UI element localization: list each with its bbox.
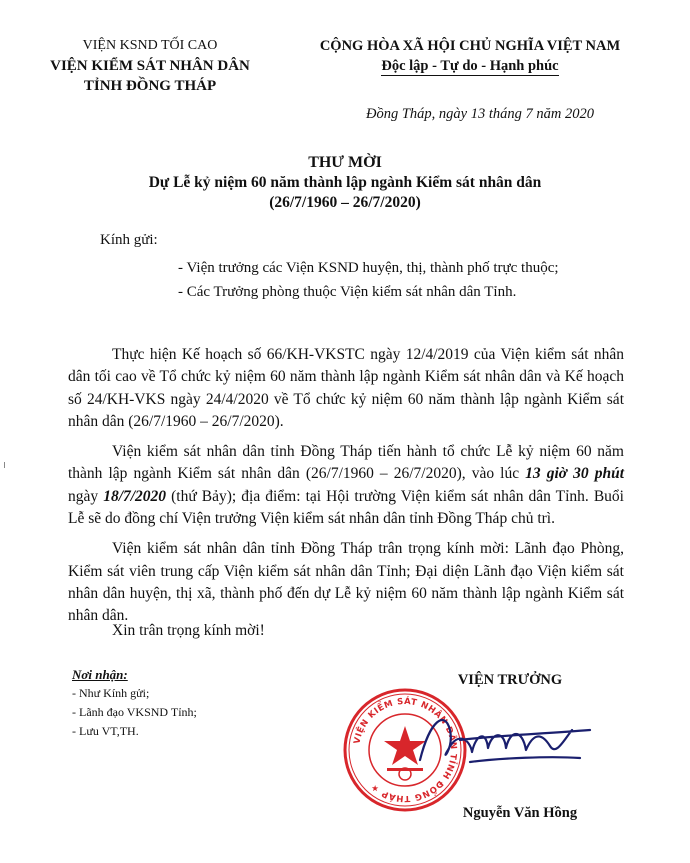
distribution-label: Nơi nhận: [72, 667, 128, 682]
scan-margin-mark [4, 462, 9, 468]
p2-part-c: (thứ Bảy); địa điểm: tại Hội trường Viện kiểm sát nhân dân Tỉnh. Buổi Lễ sẽ do đồng chí Viện trưởng Viện kiểm sát nhân dân tỉnh Đồng Tháp chủ trì. [68, 487, 624, 528]
national-motto-text: Độc lập - Tự do - Hạnh phúc [381, 58, 559, 74]
p2-part-b: ngày [68, 487, 104, 505]
paragraph-3: Viện kiểm sát nhân dân tỉnh Đồng Tháp trân trọng kính mời: Lãnh đạo Phòng, Kiểm sát viên trung cấp Viện kiểm sát nhân dân Tỉnh; Đại diện Lãnh đạo Viện kiểm sát nhân dân huyện, thị xã, thành phố đến dự Lễ kỷ niệm 60 năm thành lập ngành Kiểm sát nhân dân. [68, 540, 624, 625]
greeting: Kính gửi: [100, 232, 158, 248]
handwritten-signature [400, 700, 600, 780]
title-dates: (26/7/1960 – 26/7/2020) [269, 194, 421, 211]
title-main: THƯ MỜI [308, 154, 382, 171]
closing-line: Xin trân trọng kính mời! [112, 622, 265, 639]
national-header [270, 36, 670, 76]
recipient-item: - Viện trưởng các Viện KSND huyện, thị, thành phố trực thuộc; [178, 260, 559, 276]
distribution-item: - Lãnh đạo VKSND Tỉnh; [72, 705, 197, 719]
event-date: 18/7/2020 [103, 487, 167, 505]
paragraph-2 [68, 441, 624, 530]
p2-part-a: Viện kiểm sát nhân dân tỉnh Đồng Tháp tiến hành tổ chức Lễ kỷ niệm 60 năm thành lập ngành Kiểm sát nhân dân (26/7/1960 – 26/7/2020), vào lúc [68, 443, 624, 483]
distribution-item: - Như Kính gửi; [72, 686, 150, 700]
title-subject: Dự Lễ kỷ niệm 60 năm thành lập ngành Kiểm sát nhân dân [148, 174, 542, 191]
letter-body [68, 344, 624, 636]
place-date: Đồng Tháp, ngày 13 tháng 7 năm 2020 [366, 106, 594, 122]
paragraph-1: Thực hiện Kế hoạch số 66/KH-VKSTC ngày 12/4/2019 của Viện kiểm sát nhân dân tối cao về Tổ chức kỷ niệm 60 năm thành lập ngành Kiểm sát nhân dân và Kế hoạch số 24/KH-VKS ngày 24/4/2020 về Tổ chức kỷ niệm 60 năm thành lập ngành Kiểm sát nhân dân (26/7/1960 – 26/7/2020). [68, 346, 624, 430]
distribution-item: - Lưu VT,TH. [72, 724, 139, 738]
agency-name: VIỆN KIỂM SÁT NHÂN DÂN [50, 58, 250, 74]
national-title: CỘNG HÒA XÃ HỘI CHỦ NGHĨA VIỆT NAM [319, 38, 621, 54]
parent-agency: VIỆN KSND TỐI CAO [82, 38, 218, 53]
seal-text: VIỆN KIỂM SÁT NHÂN DÂN TỈNH ĐỒNG THÁP ★ [352, 696, 459, 804]
issuing-agency-block [30, 36, 270, 96]
recipient-list [178, 256, 658, 304]
signer-name: Nguyễn Văn Hồng [462, 805, 578, 821]
recipient-item: - Các Trưởng phòng thuộc Viện kiểm sát nhân dân Tỉnh. [178, 284, 517, 300]
event-time: 13 giờ 30 phút [525, 465, 625, 483]
agency-province: TỈNH ĐỒNG THÁP [83, 78, 217, 94]
signer-title: VIỆN TRƯỞNG [457, 672, 563, 688]
distribution-list [72, 665, 292, 741]
national-motto [270, 56, 670, 76]
document-title [60, 153, 630, 213]
